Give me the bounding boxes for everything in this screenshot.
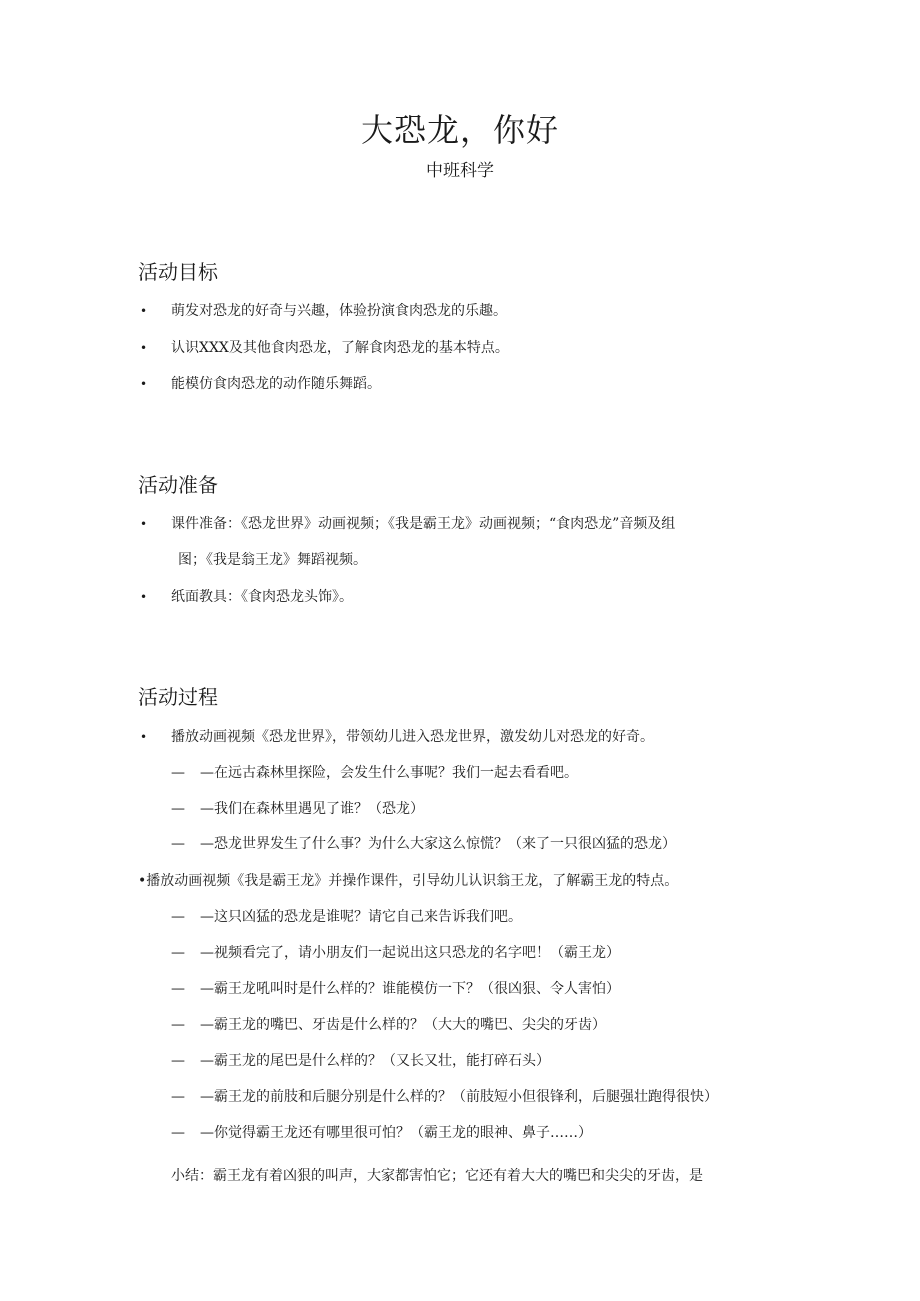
dialogue-text: —恐龙世界发生了什么事？为什么大家这么惊慌？（来了一只很凶猛的恐龙） <box>200 836 676 852</box>
process-step-text: •播放动画视频《我是霸王龙》并操作课件，引导幼儿认识翁王龙，了解霸王龙的特点。 <box>138 873 679 889</box>
goal-text: 能模仿食肉恐龙的动作随乐舞蹈。 <box>171 376 381 392</box>
dash-icon: — <box>171 1089 185 1105</box>
section-heading-process: 活动过程 <box>138 685 218 709</box>
goal-text: 萌发对恐龙的好奇与兴趣，体验扮演食肉恐龙的乐趣。 <box>171 303 507 319</box>
document-title: 大恐龙，你好 <box>360 111 559 149</box>
dialogue-text: —视频看完了，请小朋友们一起说出这只恐龙的名字吧！（霸王龙） <box>200 945 620 961</box>
dialogue-text: —这只凶猛的恐龙是谁呢？请它自己来告诉我们吧。 <box>200 909 522 925</box>
section-heading-goals: 活动目标 <box>138 260 218 284</box>
dash-icon: — <box>171 836 185 852</box>
bullet-icon: • <box>140 304 148 318</box>
dialogue-text: —在远古森林里探险，会发生什么事呢？我们一起去看看吧。 <box>200 765 578 781</box>
bullet-icon: • <box>140 730 148 744</box>
dialogue-text: —霸王龙的前肢和后腿分别是什么样的？（前肢短小但很锋利，后腿强壮跑得很快） <box>200 1089 718 1105</box>
dash-icon: — <box>171 945 185 961</box>
prep-text: 纸面教具：《食肉恐龙头饰》。 <box>171 589 353 605</box>
dash-icon: — <box>171 909 185 925</box>
dash-icon: — <box>171 765 185 781</box>
bullet-icon: • <box>140 377 148 391</box>
dialogue-text: —霸王龙吼叫时是什么样的？谁能模仿一下？（很凶狠、令人害怕） <box>200 981 620 997</box>
dialogue-text: —我们在森林里遇见了谁？（恐龙） <box>200 801 424 817</box>
bullet-icon: • <box>140 341 148 355</box>
section-heading-prep: 活动准备 <box>138 473 218 497</box>
dash-icon: — <box>171 1125 185 1141</box>
dialogue-text: —霸王龙的尾巴是什么样的？（又长又壮，能打碎石头） <box>200 1053 550 1069</box>
dash-icon: — <box>171 1017 185 1033</box>
dialogue-text: —霸王龙的嘴巴、牙齿是什么样的？（大大的嘴巴、尖尖的牙齿） <box>200 1017 606 1033</box>
goal-text: 认识XXX及其他食肉恐龙，了解食肉恐龙的基本特点。 <box>171 340 509 356</box>
dash-icon: — <box>171 981 185 997</box>
summary-text: 小结：霸王龙有着凶狠的叫声，大家都害怕它；它还有着大大的嘴巴和尖尖的牙齿，是 <box>171 1168 703 1184</box>
bullet-icon: • <box>140 517 148 531</box>
prep-text-continued: 图；《我是翁王龙》舞蹈视频。 <box>178 552 367 568</box>
dialogue-text: —你觉得霸王龙还有哪里很可怕？（霸王龙的眼神、鼻子……） <box>200 1125 592 1141</box>
dash-icon: — <box>171 1053 185 1069</box>
bullet-icon: • <box>140 590 148 604</box>
process-step-text: 播放动画视频《恐龙世界》，带领幼儿进入恐龙世界，激发幼儿对恐龙的好奇。 <box>171 729 654 745</box>
dash-icon: — <box>171 801 185 817</box>
prep-text: 课件准备：《恐龙世界》动画视频；《我是霸王龙》动画视频；“食肉恐龙”音频及组 <box>171 516 676 532</box>
document-subtitle: 中班科学 <box>426 161 494 181</box>
